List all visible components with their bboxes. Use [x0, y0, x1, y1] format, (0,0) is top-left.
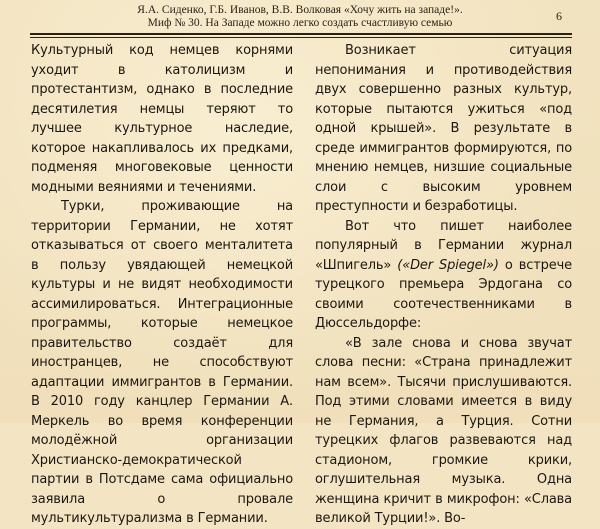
left-paragraph-2: Турки, проживающие на территории Германии, не хотят отказываться от своего менталитета в пользу увядающей немецкой культуры и не видят необходимости ассимилироваться. Интеграционные программы, которые немецкое правительство создаёт для иностранцев, не способствуют адаптации иммигрантов в Германии. В 2010 году канцлер Германии А. Меркель во время конференции молодёжной организации Христианско-демократической партии в Потсдаме сама официально заявила о провале мультикультурализма в Германии.	[31, 199, 293, 526]
header-rule-thin	[30, 37, 572, 38]
spiegel-title-italic: («Der Spiegel»)	[397, 257, 499, 273]
header-rule-thick	[30, 33, 572, 35]
right-paragraph-1: Возникает ситуация непонимания и противодействия двух совершенно разных культур, которые пытаются ужиться «под одной крышей». В результате в среде иммигрантов формируются, по мнению немцев, низшие социальные слои с высоким уровнем преступности и безработицы.	[315, 43, 572, 214]
right-paragraph-3-quote: «В зале снова и снова звучат слова песни: «Страна принадлежит нам всем». Тысячи прислушиваются. Под этими словами имеется в виду не Германия, а Турция. Сотни турецких флагов развеваются над стадионом, громкие крики, оглушительная музыка. Одна женщина кричит в микрофон: «Слава великой Турции!». Во-	[315, 335, 572, 526]
running-header	[130, 4, 470, 30]
left-paragraph-1: Культурный код немцев корнями уходит в католицизм и протестантизм, однако в последние десятилетия немцы теряют то лучшее культурное наследие, которое накапливалось их предками, подменяя многовековые ценности модными веяниями и течениями.	[31, 43, 293, 195]
spiegel-text-before: Вот что пишет наиболее популярный в Германии журнал «Шпигель»	[315, 218, 572, 273]
left-column	[31, 41, 293, 529]
spiegel-text-after: о встрече турецкого премьера Эрдогана со своими соотечественниками в Дюссельдорфе:	[315, 257, 572, 331]
header-authors-title: Я.А. Сиденко, Г.Б. Иванов, В.В. Волковая «Хочу жить на западе!».	[137, 4, 463, 16]
page-number: 6	[556, 9, 562, 23]
header-chapter-title: Миф № 30. На Западе можно легко создать счастливую семью	[147, 17, 453, 29]
right-column	[315, 41, 572, 529]
right-paragraph-2	[315, 217, 572, 334]
